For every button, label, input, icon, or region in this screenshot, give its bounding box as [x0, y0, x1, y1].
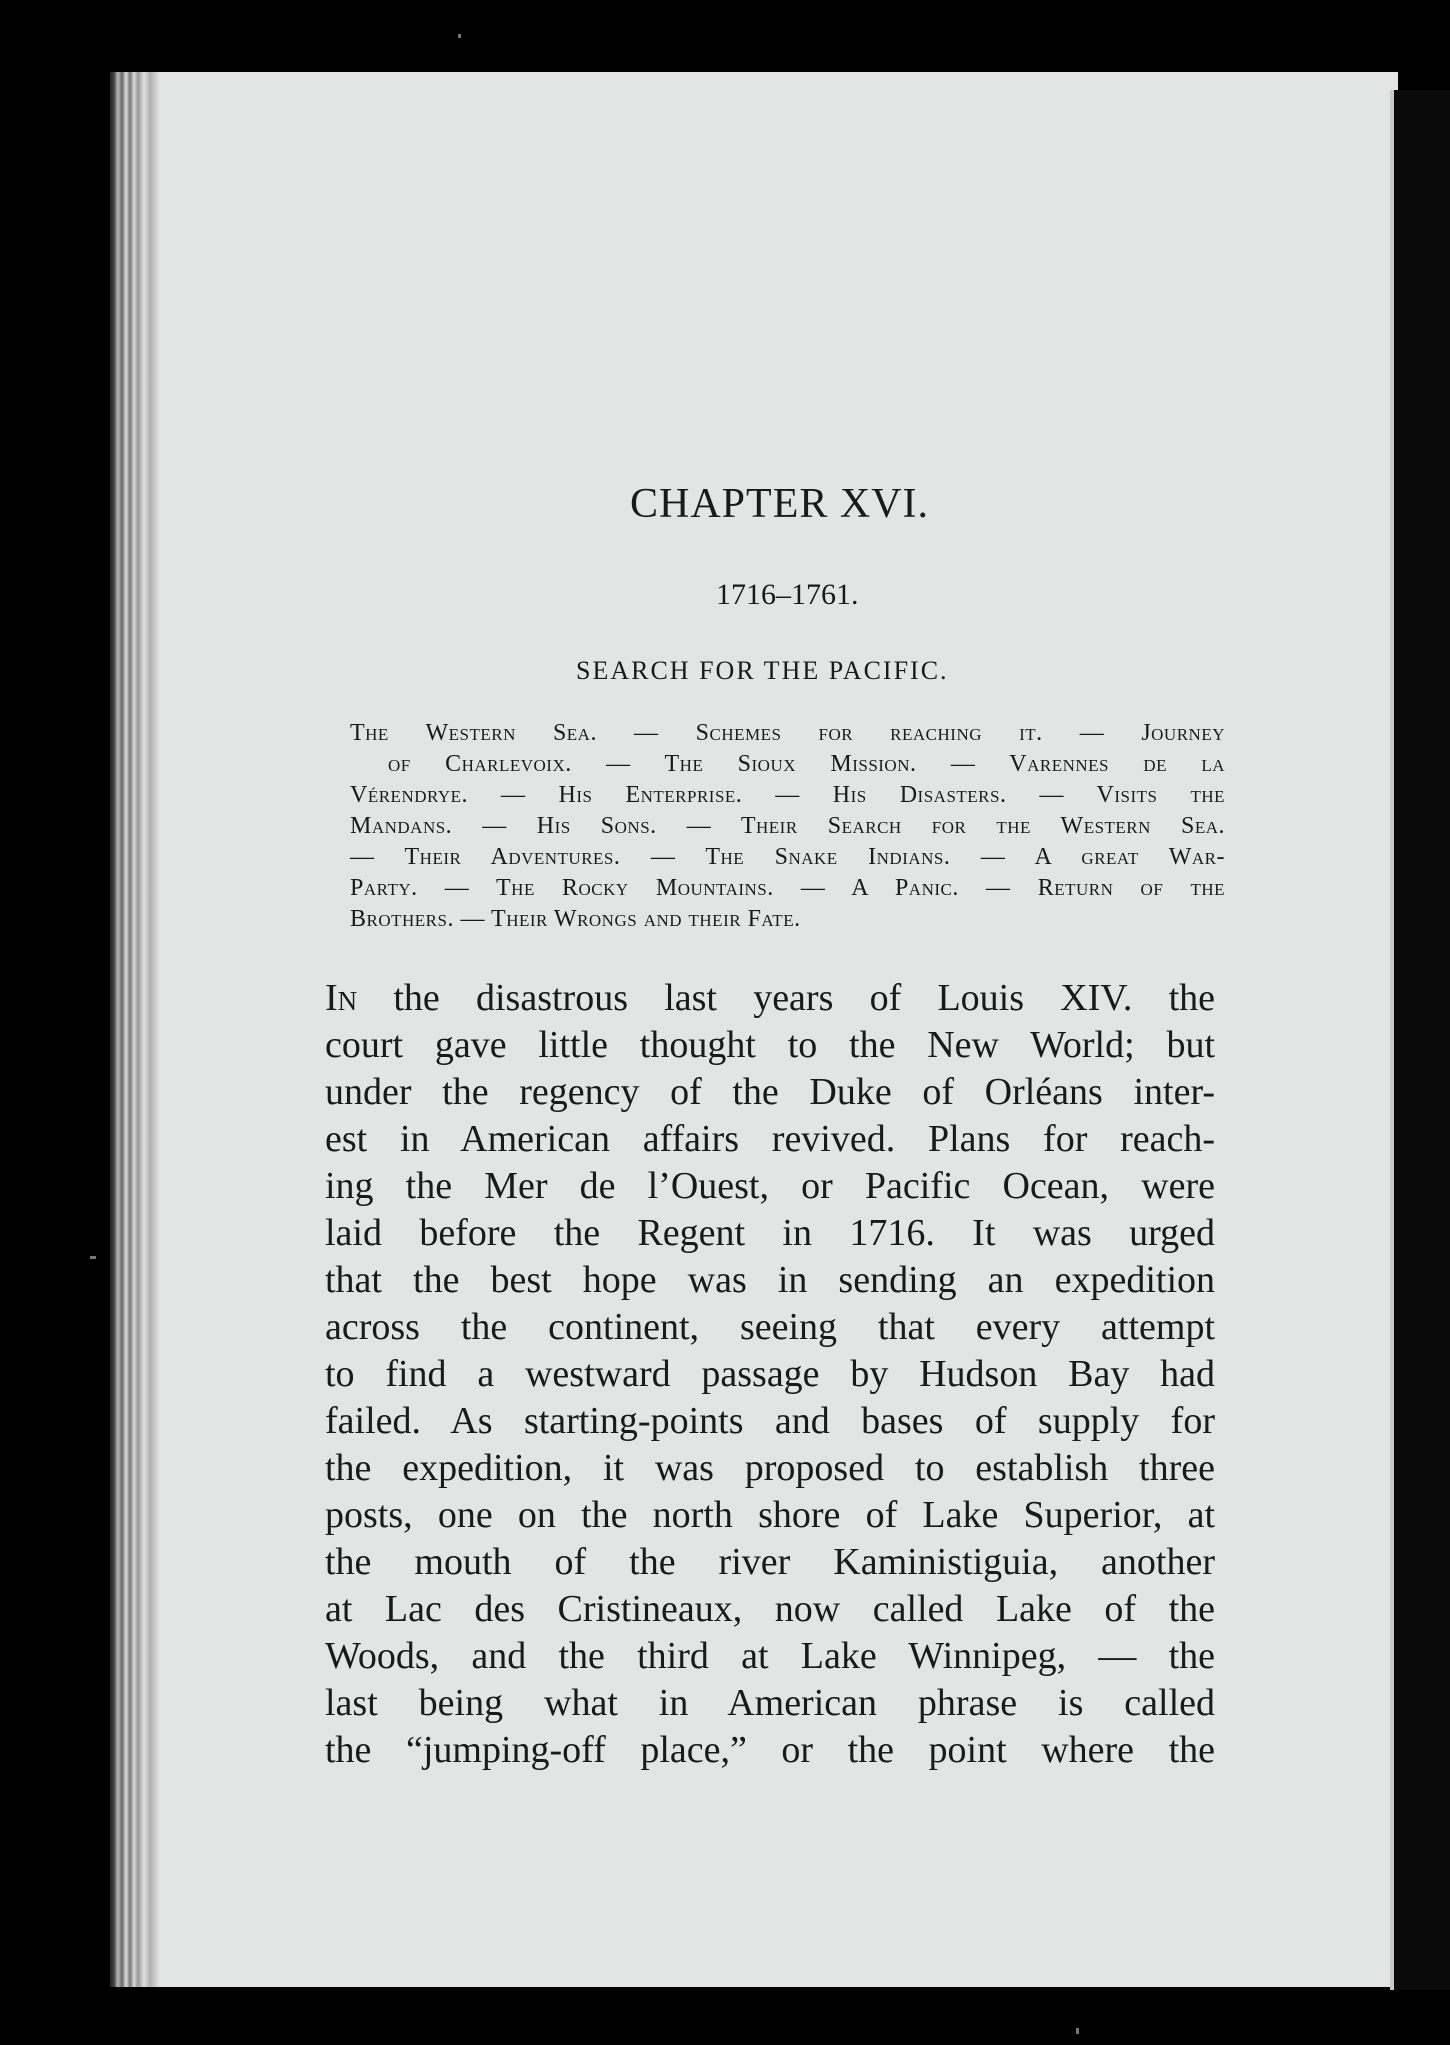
- body-line: that the best hope was in sending an expedition: [325, 1259, 1215, 1301]
- body-line: court gave little thought to the New World; but: [325, 1024, 1215, 1066]
- body-line: Woods, and the third at Lake Winnipeg, — the: [325, 1635, 1215, 1677]
- facing-page-edge: [1390, 90, 1450, 1990]
- body-line: under the regency of the Duke of Orléans inter-: [325, 1071, 1215, 1113]
- body-line-text: the disastrous last years of Louis XIV. the: [357, 977, 1215, 1019]
- scan-speck: [458, 34, 461, 38]
- body-line: across the continent, seeing that every attempt: [325, 1306, 1215, 1348]
- body-line: est in American affairs revived. Plans for reach-: [325, 1118, 1215, 1160]
- body-line: ing the Mer de l’Ouest, or Pacific Ocean, were: [325, 1165, 1215, 1207]
- scan-speck: [1076, 2028, 1079, 2034]
- body-line: [325, 975, 1215, 1022]
- chapter-subtitle: SEARCH FOR THE PACIFIC.: [576, 656, 949, 685]
- body-line: the “jumping-off place,” or the point where the: [325, 1729, 1215, 1771]
- body-line: last being what in American phrase is called: [325, 1682, 1215, 1724]
- summary-line: — Their Adventures. — The Snake Indians. — A great War-: [350, 844, 1225, 870]
- body-line: at Lac des Cristineaux, now called Lake of the: [325, 1588, 1215, 1630]
- body-line: the expedition, it was proposed to establish three: [325, 1447, 1215, 1489]
- drop-cap: In: [325, 977, 358, 1019]
- body-line: posts, one on the north shore of Lake Superior, at: [325, 1494, 1215, 1536]
- body-paragraph: [325, 975, 1215, 1774]
- body-line: the mouth of the river Kaministiguia, another: [325, 1541, 1215, 1583]
- chapter-title: CHAPTER XVI.: [630, 481, 930, 527]
- chapter-summary: [350, 718, 1225, 935]
- page-binding-edge: [110, 72, 172, 1987]
- summary-line: The Western Sea. — Schemes for reaching it. — Journey: [350, 720, 1225, 746]
- summary-line: Party. — The Rocky Mountains. — A Panic. — Return of the: [350, 875, 1225, 901]
- summary-line: of Charlevoix. — The Sioux Mission. — Varennes de la: [388, 751, 1225, 777]
- body-line: to find a westward passage by Hudson Bay had: [325, 1353, 1215, 1395]
- body-line: laid before the Regent in 1716. It was urged: [325, 1212, 1215, 1254]
- summary-line: Brothers. — Their Wrongs and their Fate.: [350, 906, 801, 932]
- scan-speck: [90, 1256, 96, 1259]
- summary-line: Mandans. — His Sons. — Their Search for the Western Sea.: [350, 813, 1225, 839]
- summary-line: Vérendrye. — His Enterprise. — His Disasters. — Visits the: [350, 782, 1225, 808]
- body-line: failed. As starting-points and bases of supply for: [325, 1400, 1215, 1442]
- chapter-years: 1716–1761.: [716, 578, 859, 611]
